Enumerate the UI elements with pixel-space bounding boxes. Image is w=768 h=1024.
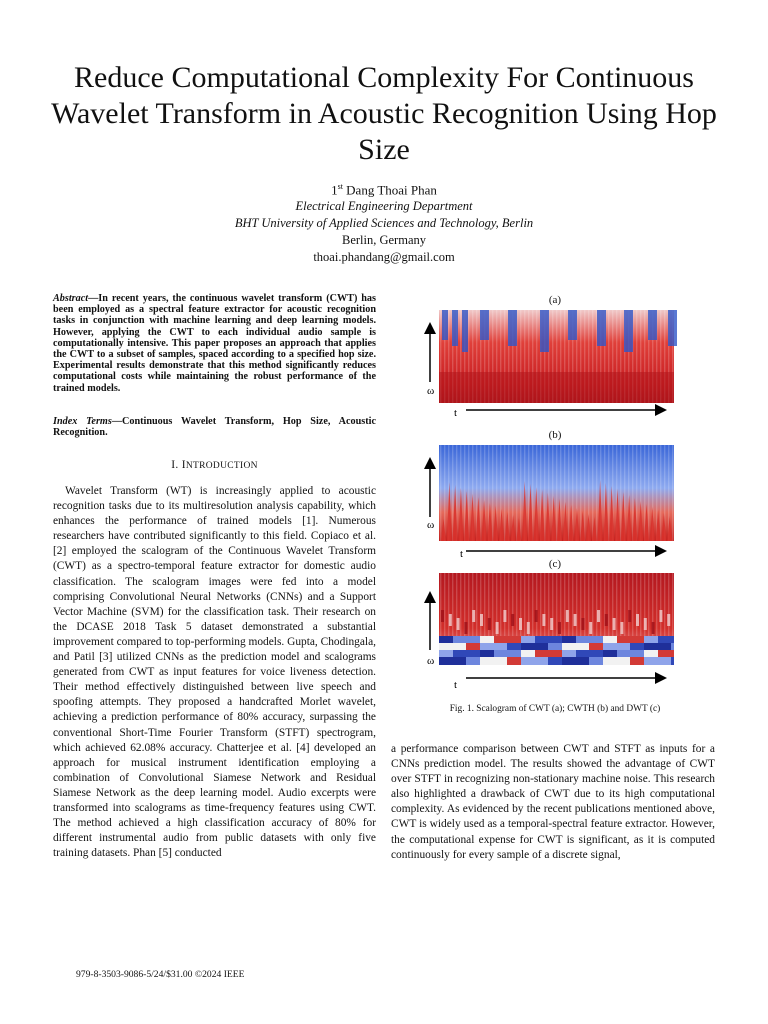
panel-c-y-axis: ω xyxy=(427,655,435,667)
index-terms: Index Terms—Continuous Wavelet Transform, Hop Size, Acoustic Recognition. xyxy=(53,416,376,439)
scalogram-c-band-block xyxy=(562,636,576,643)
scalogram-c-band-block xyxy=(521,643,548,650)
body-text-left: Wavelet Transform (WT) is increasingly applied to acoustic recognition tasks due to its multiresolution analysis capability, which enhances the performance of trained models [1]. Numerous researchers have contributed significantly to this field. Copiaco et al. [2] employed the scalogram of the Continuous Wavelet Transform (CWT) as a spectro-temporal feature extractor for domestic audio classification. The scalogram images were fed into a model comprising Convolutional Neural Networks (CNNs) and a Support Vector Machine (SVM) for the classification task. Their research on the DCASE 2018 Task 5 dataset demonstrated a substantial improvement compared to top-performing models. Gupta, Chodingala, and Patil [3] utilized CNNs as the prediction model and scalograms generated from CWT as input features for voice liveness detection. Their method effectively distinguished between live speech and spoofing attempts. They proposed a handcrafted Morlet wavelet, achieving a prediction performance of 80% accuracy, surpassing the conventional Short-Time Fourier Transform (STFT) spectrogram, which achieved 62.08% accuracy. Chatterjee et al. [4] developed an approach for musical instrument identification employing a combination of Convolutional Siamese Network and Residual Siamese Network as the deep learning model. Audio excerpts were transformed into scalograms as time-frequency features using CWT. The method achieved a high classification accuracy of 80% for different instrumental audio from public datasets with only five training datasets. Phan [5] conducted xyxy=(53,485,376,860)
scalogram-c-band-block xyxy=(466,657,480,665)
author-location: Berlin, Germany xyxy=(341,233,426,248)
scalogram-c-band-block xyxy=(562,643,589,650)
scalogram-c-band-block xyxy=(603,643,630,650)
panel-a-x-axis: t xyxy=(454,407,458,419)
scalogram-c-band-block xyxy=(617,636,644,643)
panel-c-label: (c) xyxy=(548,558,562,570)
scalogram-c-texture-bar xyxy=(449,614,452,626)
scalogram-c-texture-bar xyxy=(535,610,538,622)
scalogram-c-band-block xyxy=(507,643,521,650)
abstract-label: Abstract xyxy=(53,293,89,304)
panel-b-y-axis: ω xyxy=(427,519,435,531)
author-ordinal-sup: st xyxy=(337,182,343,191)
scalogram-c-band-block xyxy=(480,657,507,665)
scalogram-c-texture-bar xyxy=(574,614,577,626)
scalogram-a-blue-column xyxy=(442,310,448,340)
scalogram-c-band-block xyxy=(521,636,535,643)
scalogram-c-band-block xyxy=(644,650,658,657)
scalogram-a xyxy=(439,310,677,403)
paper-title: Reduce Computational Complexity For Continuous Wavelet Transform in Acoustic Recognition Using Hop Size xyxy=(51,61,717,166)
scalogram-a-blue-column xyxy=(597,310,606,346)
scalogram-a-blue-column xyxy=(452,310,458,346)
scalogram-a-blue-column xyxy=(480,310,489,340)
author-email: thoai.phandang@gmail.com xyxy=(313,250,455,265)
body-text-right: a performance comparison between CWT and STFT as inputs for a CNNs prediction model. The results showed the advantage of CWT over STFT in recognizing non-stationary machine noise. This research also highlighted a drawback of CWT due to its high computational complexity. As evidenced by the recent publications mentioned above, CWT is widely used as a temporal-spectral feature extractor. However, the computational expense for CWT is significant, as it is computed continuously for every sample of a discrete signal, xyxy=(391,743,715,861)
scalogram-c-band-block xyxy=(480,636,494,643)
scalogram-a-blue-column xyxy=(568,310,577,340)
scalogram-c-band-block xyxy=(589,657,603,665)
scalogram-c-band-block xyxy=(562,650,576,657)
scalogram-c-band-block xyxy=(494,636,521,643)
panel-b-x-axis: t xyxy=(460,548,464,560)
scalogram-c-texture-bar xyxy=(613,618,616,630)
scalogram-c-band-block xyxy=(671,657,674,665)
scalogram-c-band-block xyxy=(630,657,644,665)
section-title-first: I xyxy=(181,459,186,471)
scalogram-c-band-block xyxy=(480,650,494,657)
scalogram-c-texture-bar xyxy=(527,622,530,634)
scalogram-c-texture-bar xyxy=(659,610,662,622)
panel-a-y-axis: ω xyxy=(427,385,435,397)
scalogram-a-blue-column xyxy=(462,310,468,352)
scalogram-c-texture-bar xyxy=(581,618,584,630)
scalogram-c-texture-bar xyxy=(488,618,491,630)
scalogram-c-band-block xyxy=(671,643,674,650)
scalogram-c-band-block xyxy=(439,636,453,643)
scalogram-c-texture-bar xyxy=(503,610,506,622)
scalogram-c-band-block xyxy=(535,636,562,643)
scalogram-c-band-block xyxy=(658,650,674,657)
author-ordinal: 1 xyxy=(331,182,338,198)
scalogram-c-band-block xyxy=(603,650,617,657)
scalogram-c-texture-bar xyxy=(605,614,608,626)
scalogram-c-band-block xyxy=(562,657,589,665)
panel-c-x-axis: t xyxy=(454,679,458,691)
scalogram-c-texture-bar xyxy=(628,610,631,622)
scalogram-c-texture-bar xyxy=(652,622,655,634)
author-department: Electrical Engineering Department xyxy=(295,199,473,214)
scalogram-c-texture-bar xyxy=(441,610,444,622)
scalogram-c-band-block xyxy=(439,643,466,650)
scalogram-c xyxy=(439,573,674,665)
section-title-rest: NTRODUCTION xyxy=(185,461,258,471)
scalogram-a-blue-column xyxy=(648,310,657,340)
scalogram-c-texture-bar xyxy=(644,618,647,630)
scalogram-c-texture-bar xyxy=(464,622,467,634)
scalogram-c-band-block xyxy=(494,650,521,657)
scalogram-c-band-block xyxy=(658,636,674,643)
scalogram-c-texture-bar xyxy=(457,618,460,630)
scalogram-a-blue-column xyxy=(540,310,549,352)
scalogram-c-band-block xyxy=(453,636,480,643)
scalogram-a-blue-column xyxy=(508,310,517,346)
scalogram-c-band-block xyxy=(548,643,562,650)
scalogram-c-band-block xyxy=(548,657,562,665)
scalogram-c-texture-bar xyxy=(566,610,569,622)
scalogram-c-band-block xyxy=(576,650,603,657)
abstract: Abstract—In recent years, the continuous wavelet transform (CWT) has been employed as a spectral feature extractor for acoustic recognition tasks in conjunction with machine learning and deep learning models. However, applying the CWT to each individual audio sample is computationally intensive. This paper proposes an approach that applies the CWT to a subset of samples, spaced according to a specified hop size. Experimental results demonstrate that this method significantly reduces computational costs while maintaining the robust performance of the trained models. xyxy=(53,293,376,394)
scalogram-c-band-block xyxy=(644,636,658,643)
abstract-text: In recent years, the continuous wavelet transform (CWT) has been employed as a spectral feature extractor for acoustic recognition tasks in conjunction with machine learning and deep learning models. However, applying the CWT to each individual audio sample is computationally intensive. This paper proposes an approach that applies the CWT to a subset of samples, spaced according to a specified hop size. Experimental results demonstrate that this method significantly reduces computational costs while maintaining the robust performance of the trained models. xyxy=(53,293,376,394)
scalogram-c-texture-bar xyxy=(636,614,639,626)
scalogram-c-band-block xyxy=(453,650,480,657)
scalogram-a-blue-column xyxy=(668,310,677,346)
index-terms-label: Index Terms xyxy=(53,416,112,427)
scalogram-c-texture-bar xyxy=(511,614,514,626)
panel-b-label: (b) xyxy=(548,429,562,441)
scalogram-c-texture-bar xyxy=(558,622,561,634)
scalogram-c-band-block xyxy=(603,636,617,643)
scalogram-c-band-block xyxy=(644,643,671,650)
scalogram-c-band-block xyxy=(466,643,480,650)
scalogram-c-band-block xyxy=(630,643,644,650)
scalogram-b xyxy=(439,445,674,541)
scalogram-c-band-block xyxy=(603,657,630,665)
scalogram-c-texture-bar xyxy=(667,614,670,626)
scalogram-c-texture-bar xyxy=(597,610,600,622)
scalogram-c-band-block xyxy=(617,650,644,657)
author-name: Dang Thoai Phan xyxy=(346,182,437,198)
panel-a-label: (a) xyxy=(548,294,562,306)
section-number: I. xyxy=(171,459,179,471)
scalogram-c-band-block xyxy=(535,650,562,657)
index-terms-text: Continuous Wavelet Transform, Hop Size, Acoustic Recognition. xyxy=(53,416,376,439)
scalogram-c-texture-bar xyxy=(472,610,475,622)
scalogram-c-texture-bar xyxy=(589,622,592,634)
scalogram-a-blue-column xyxy=(624,310,633,352)
scalogram-c-band-block xyxy=(589,643,603,650)
scalogram-c-band-block xyxy=(644,657,671,665)
scalogram-c-band-block xyxy=(521,650,535,657)
scalogram-c-texture-bar xyxy=(550,618,553,630)
scalogram-c-texture-bar xyxy=(519,618,522,630)
scalogram-c-texture-bar xyxy=(620,622,623,634)
footer-copyright: 979-8-3503-9086-5/24/$31.00 ©2024 IEEE xyxy=(76,969,245,980)
scalogram-c-band-block xyxy=(480,643,507,650)
scalogram-c-band-block xyxy=(439,650,453,657)
scalogram-c-texture-bar xyxy=(480,614,483,626)
scalogram-c-band-block xyxy=(507,657,521,665)
author-university: BHT University of Applied Sciences and Technology, Berlin xyxy=(234,216,534,231)
scalogram-c-band-block xyxy=(439,657,466,665)
scalogram-c-band-block xyxy=(576,636,603,643)
scalogram-c-texture-bar xyxy=(542,614,545,626)
scalogram-c-texture-bar xyxy=(496,622,499,634)
figure-caption: Fig. 1. Scalogram of CWT (a); CWTH (b) and DWT (c) xyxy=(449,704,661,714)
scalogram-c-band-block xyxy=(521,657,548,665)
